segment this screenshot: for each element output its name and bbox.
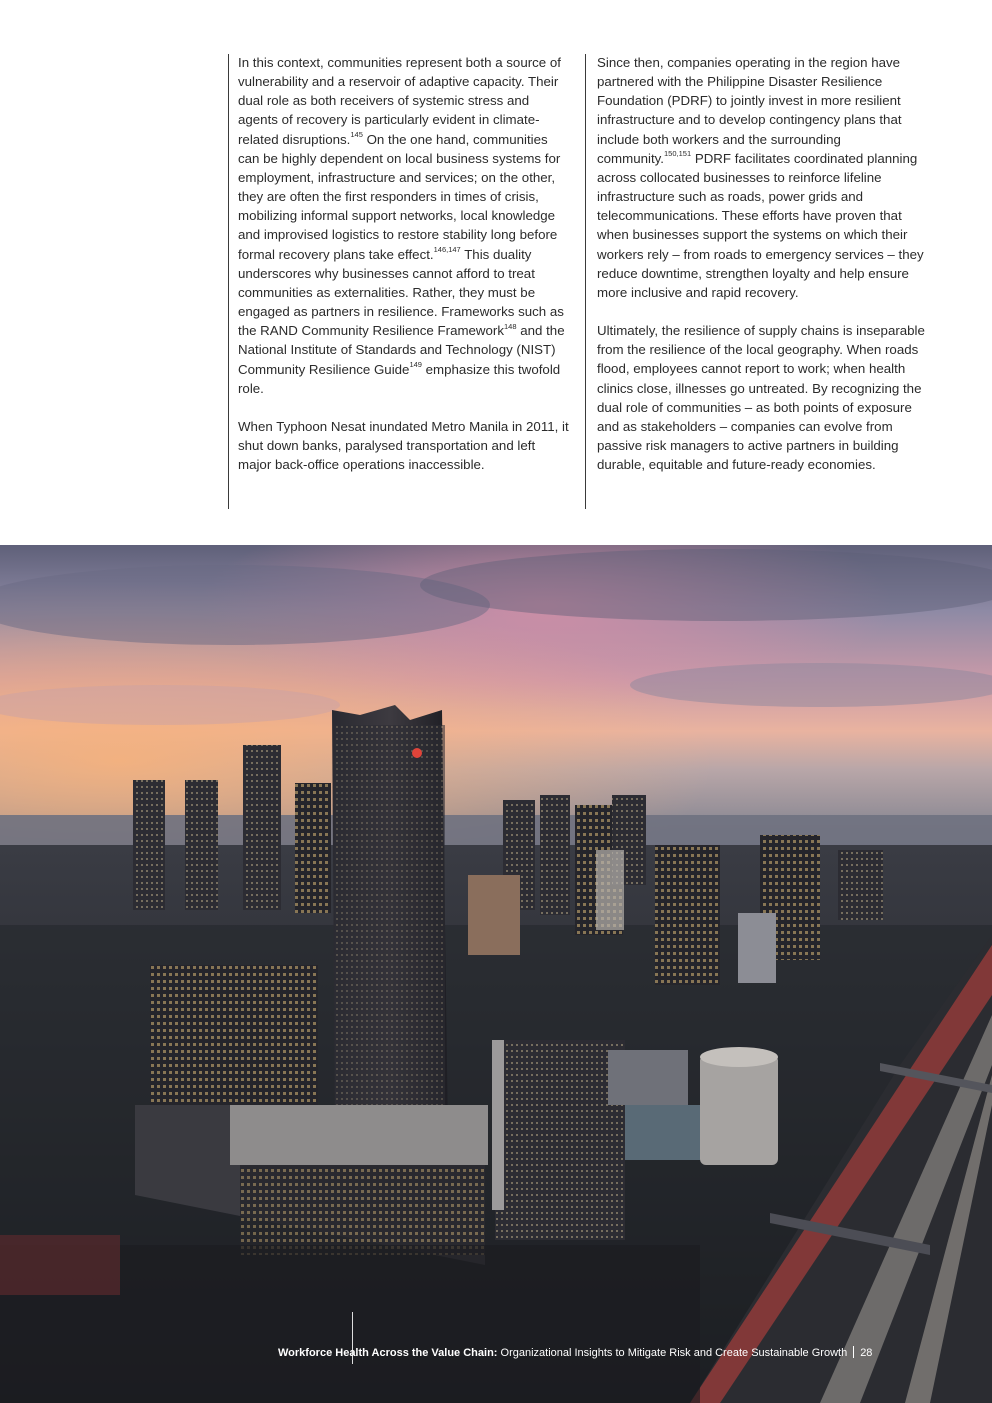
left-column: [238, 53, 570, 494]
footnote-ref[interactable]: 149: [409, 360, 422, 370]
right-column: [597, 53, 935, 494]
footer-separator: [853, 1346, 854, 1358]
footer-title-bold: Workforce Health Across the Value Chain:: [278, 1347, 498, 1359]
footnote-ref[interactable]: 150,151: [664, 149, 692, 159]
footnote-ref[interactable]: 145: [350, 130, 363, 140]
footer-title: Organizational Insights to Mitigate Risk and Create Sustainable Growth: [497, 1347, 848, 1359]
city-skyline-photo: [0, 545, 992, 1403]
page-footer: [278, 1346, 938, 1364]
left-paragraph-1: In this context, communities represent both a source of vulnerability and a reservoir of adaptive capacity. Their dual role as both receivers of systemic stress and agents of recovery is particularly evident in climate-related disruptions.$^{145}$ On the one hand, communities can be highly dependent on local business systems for employment, infrastructure and services; on the other, they are often the first responders in times of crisis, mobilizing informal support networks, local knowledge and improvised logistics to restore stability long before formal recovery plans take effect.$^{146,147}$ This duality underscores why businesses cannot afford to treat communities as externalities. Rather, they must be engaged as partners in resilience. Frameworks such as the RAND Community Resilience Framework$^{148}$ and the National Institute of Standards and Technology (NIST) Community Resilience Guide$^{149}$ emphasize this twofold role.: [238, 55, 565, 396]
footnote-ref[interactable]: 146,147: [433, 245, 461, 255]
right-paragraph-1: Since then, companies operating in the region have partnered with the Philippine Disaster Resilience Foundation (PDRF) to jointly invest in more resilient infrastructure and to develop contingency plans that include both workers and the surrounding community.$^{150,151}$ PDRF facilitates coordinated planning across collocated businesses to reinforce lifeline infrastructure such as roads, power grids and telecommunications. These efforts have proven that when businesses support the systems on which their workers rely – from roads to emergency services – they reduce downtime, strengthen loyalty and help ensure more inclusive and rapid recovery.: [597, 55, 924, 300]
right-column-rule: [585, 54, 586, 509]
page-number: 28: [860, 1347, 873, 1359]
footnote-ref[interactable]: 148: [504, 321, 517, 331]
right-paragraph-2: Ultimately, the resilience of supply chains is inseparable from the resilience of the local geography. When roads flood, employees cannot report to work; when health clinics close, illnesses go untreated. By recognizing the dual role of communities – as both points of exposure and as stakeholders – companies can evolve from passive risk managers to active partners in building durable, equitable and future-ready economies.: [597, 323, 925, 473]
left-paragraph-2: When Typhoon Nesat inundated Metro Manila in 2011, it shut down banks, paralysed transportation and left major back-office operations inaccessible.: [238, 418, 569, 473]
left-column-rule: [228, 54, 229, 509]
